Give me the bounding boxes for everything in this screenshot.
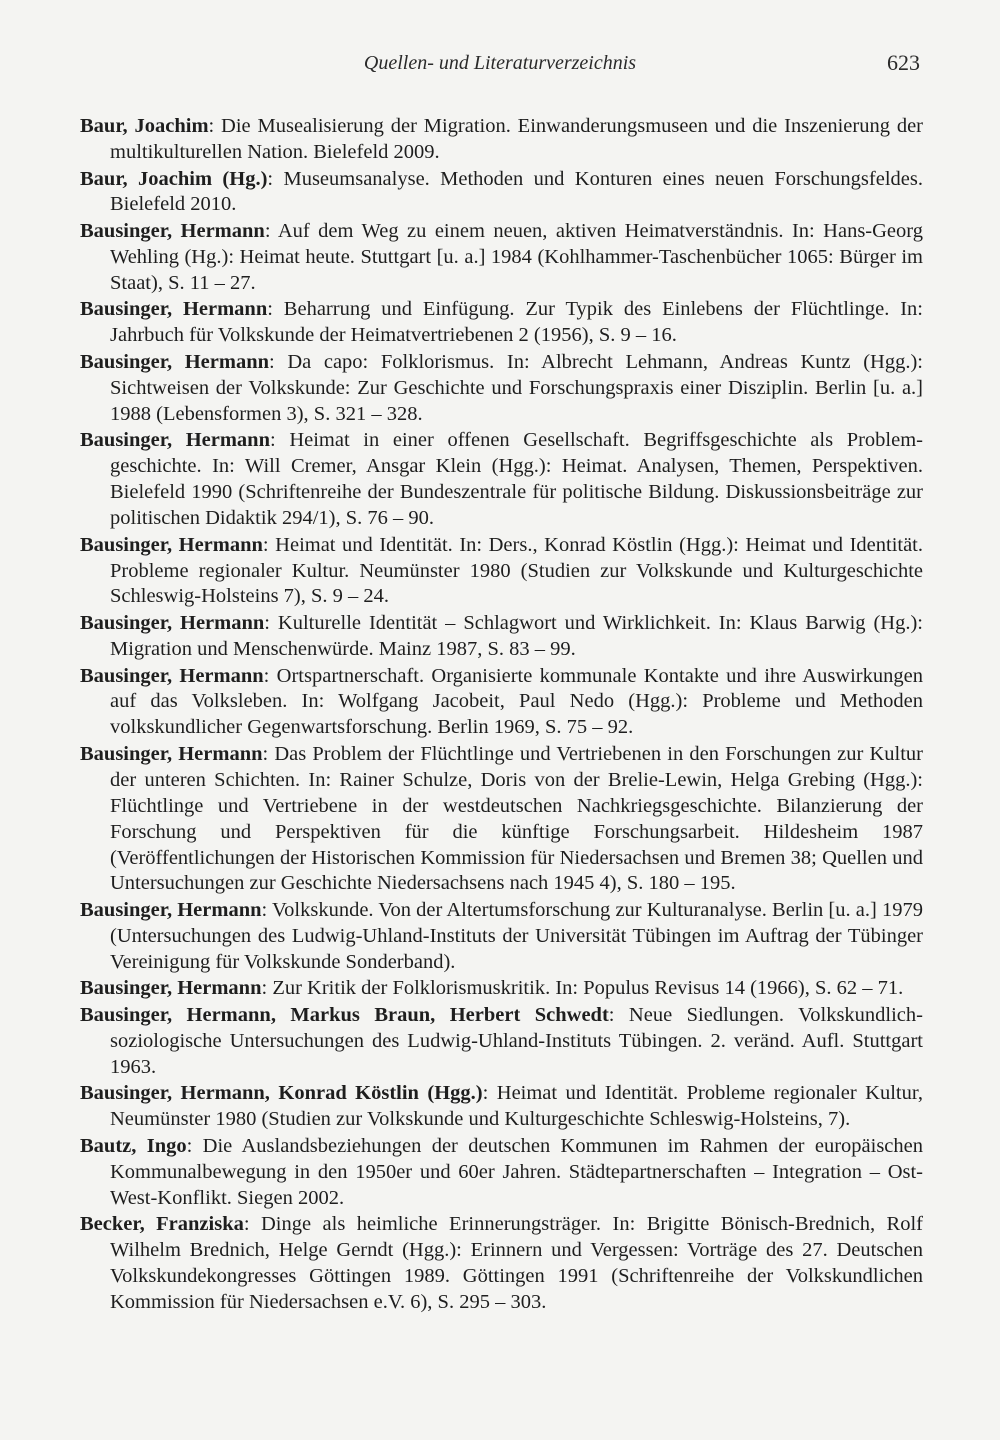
entry-author: Bautz, Ingo <box>80 1134 187 1157</box>
bibliography-entry <box>80 611 923 663</box>
bibliography-entry <box>80 428 923 532</box>
entry-author: Baur, Joachim <box>80 115 209 137</box>
entry-text: : Die Musealisierung der Migration. Einwanderungsmuseen und die Inszenierung der multikulturellen Nation. Bielefeld 2009. <box>110 115 923 163</box>
running-head <box>80 47 920 79</box>
bibliography-entry <box>80 898 923 976</box>
bibliography-entry <box>80 114 923 166</box>
page-number: 623 <box>887 50 920 75</box>
bibliography-entry <box>80 219 923 297</box>
entry-author: Bausinger, Hermann <box>80 742 263 765</box>
bibliography-entry <box>80 1212 923 1316</box>
entry-text: : Heimat in einer offenen Gesellschaft. Begriffsgeschichte als Problemgeschichte. In: Will Cremer, Ansgar Klein (Hgg.): Heimat. Analysen, Themen, Perspektiven. Bielefeld 1990 (Schriftenreihe der Bundeszentrale für politische Bildung. Diskussionsbeiträge zur politischen Didaktik 294/1), S. 76 – 90. <box>110 429 923 530</box>
bibliography-entry <box>80 976 923 1002</box>
entry-author: Bausinger, Hermann <box>80 612 265 635</box>
entry-author: Bausinger, Hermann, Markus Braun, Herbert Schwedt <box>80 1004 609 1027</box>
entry-author: Bausinger, Hermann <box>80 977 262 1000</box>
entry-text: : Die Auslandsbeziehungen der deutschen Kommunen im Rahmen der europäischen Kommunalbewegung in den 1950er und 60er Jahren. Städtepartnerschaften – Integration – Ost-West-Konflikt. Siegen 2002. <box>110 1134 923 1209</box>
entry-author: Bausinger, Hermann <box>80 899 262 922</box>
entry-text: : Heimat und Identität. Probleme regionaler Kultur, Neumünster 1980 (Studien zur Volkskunde und Kulturgeschichte Schleswig-Holsteins, 7). <box>110 1082 923 1131</box>
entry-author: Bausinger, Hermann <box>80 220 265 242</box>
entry-text: : Heimat und Identität. In: Ders., Konrad Köstlin (Hgg.): Heimat und Identität. Probleme regionaler Kultur. Neumünster 1980 (Studien zur Volkskunde und Kulturgeschichte Schleswig-Holsteins 7), S. 9 – 24. <box>110 533 924 608</box>
entry-author: Bausinger, Hermann <box>80 664 264 687</box>
bibliography-entry <box>80 742 923 897</box>
entry-author: Bausinger, Hermann <box>80 350 269 373</box>
entry-text: : Beharrung und Einfügung. Zur Typik des Einlebens der Flüchtlinge. In: Jahrbuch für Volkskunde der Heimatvertriebenen 2 (1956), S. 9 – 16. <box>110 298 923 347</box>
bibliography-entry <box>80 533 923 611</box>
entry-author: Bausinger, Hermann, Konrad Köstlin (Hgg.) <box>80 1082 483 1105</box>
bibliography-entry <box>80 167 923 219</box>
entry-text: : Volkskunde. Von der Altertumsforschung zur Kulturanalyse. Berlin [u. a.] 1979 (Untersuchungen des Ludwig-Uhland-Instituts der Universität Tübingen im Auftrag der Tübinger Vereinigung für Volkskunde Sonderband). <box>110 899 923 973</box>
entry-text: : Da capo: Folklorismus. In: Albrecht Lehmann, Andreas Kuntz (Hgg.): Sichtweisen der Volkskunde: Zur Geschichte und Forschungspraxis einer Disziplin. Berlin [u. a.] 1988 (Lebensformen 3), S. 321 – 328. <box>110 350 923 425</box>
entry-author: Bausinger, Hermann <box>80 533 263 556</box>
entry-text: : Ortspartnerschaft. Organisierte kommunale Kontakte und ihre Auswirkungen auf das Volksleben. In: Wolfgang Jacobeit, Paul Nedo (Hgg.): Probleme und Methoden volkskundlicher Gegenwartsforschung. Berlin 1969, S. 75 – 92. <box>110 664 923 739</box>
entry-author: Baur, Joachim (Hg.) <box>80 167 268 190</box>
entry-text: : Dinge als heimliche Erinnerungsträger. In: Brigitte Bönisch-Brednich, Rolf Wilhelm Brednich, Helge Gerndt (Hgg.): Erinnern und Vergessen: Vorträge des 27. Deutschen Volkskundekongresses Göttingen 1989. Göttingen 1991 (Schriftenreihe der Volkskundlichen Kommission für Niedersachsen e.V. 6), S. 295 – 303. <box>110 1213 923 1314</box>
bibliography-entry <box>80 1134 923 1212</box>
bibliography-entry <box>80 1081 923 1133</box>
bibliography-entry <box>80 664 923 742</box>
entry-author: Bausinger, Hermann <box>80 298 268 321</box>
entry-author: Becker, Franziska <box>80 1213 244 1236</box>
bibliography-entry <box>80 1003 923 1081</box>
entry-text: : Zur Kritik der Folklorismuskritik. In: Populus Revisus 14 (1966), S. 62 – 71. <box>261 977 904 1000</box>
bibliography-entry <box>80 297 923 349</box>
running-title: Quellen- und Literaturverzeichnis <box>363 52 637 74</box>
entry-text: : Das Problem der Flüchtlinge und Vertriebenen in den Forschungen zur Kultur der unteren Schichten. In: Rainer Schulze, Doris von der Brelie-Lewin, Helga Grebing (Hgg.): Flüchtlinge und Vertriebene in der westdeutschen Nachkriegsgeschichte. Bilanzierung der Forschung und Perspektiven für die künftige Forschungsarbeit. Hildesheim 1987 (Veröffentlichungen der Historischen Kommission für Niedersachsen und Bremen 38; Quellen und Untersuchungen zur Geschichte Niedersachsens nach 1945 4), S. 180 – 195. <box>110 742 923 895</box>
entry-text: : Museumsanalyse. Methoden und Konturen eines neuen Forschungsfeldes. Bielefeld 2010. <box>110 167 923 216</box>
bibliography-list <box>80 114 923 1317</box>
entry-text: : Neue Siedlungen. Volkskundlich-soziologische Untersuchungen des Ludwig-Uhland-Instituts Tübingen. 2. veränd. Aufl. Stuttgart 1963. <box>110 1004 923 1078</box>
entry-author: Bausinger, Hermann <box>80 429 270 452</box>
entry-text: : Kulturelle Identität – Schlagwort und Wirklichkeit. In: Klaus Barwig (Hg.): Migration und Menschenwürde. Mainz 1987, S. 83 – 99. <box>110 612 923 660</box>
bibliography-entry <box>80 350 923 428</box>
entry-text: : Auf dem Weg zu einem neuen, aktiven Heimatverständnis. In: Hans-Georg Wehling (Hg.): Heimat heute. Stuttgart [u. a.] 1984 (Kohlhammer-Taschenbücher 1065: Bürger im Staat), S. 11 – 27. <box>110 220 923 294</box>
